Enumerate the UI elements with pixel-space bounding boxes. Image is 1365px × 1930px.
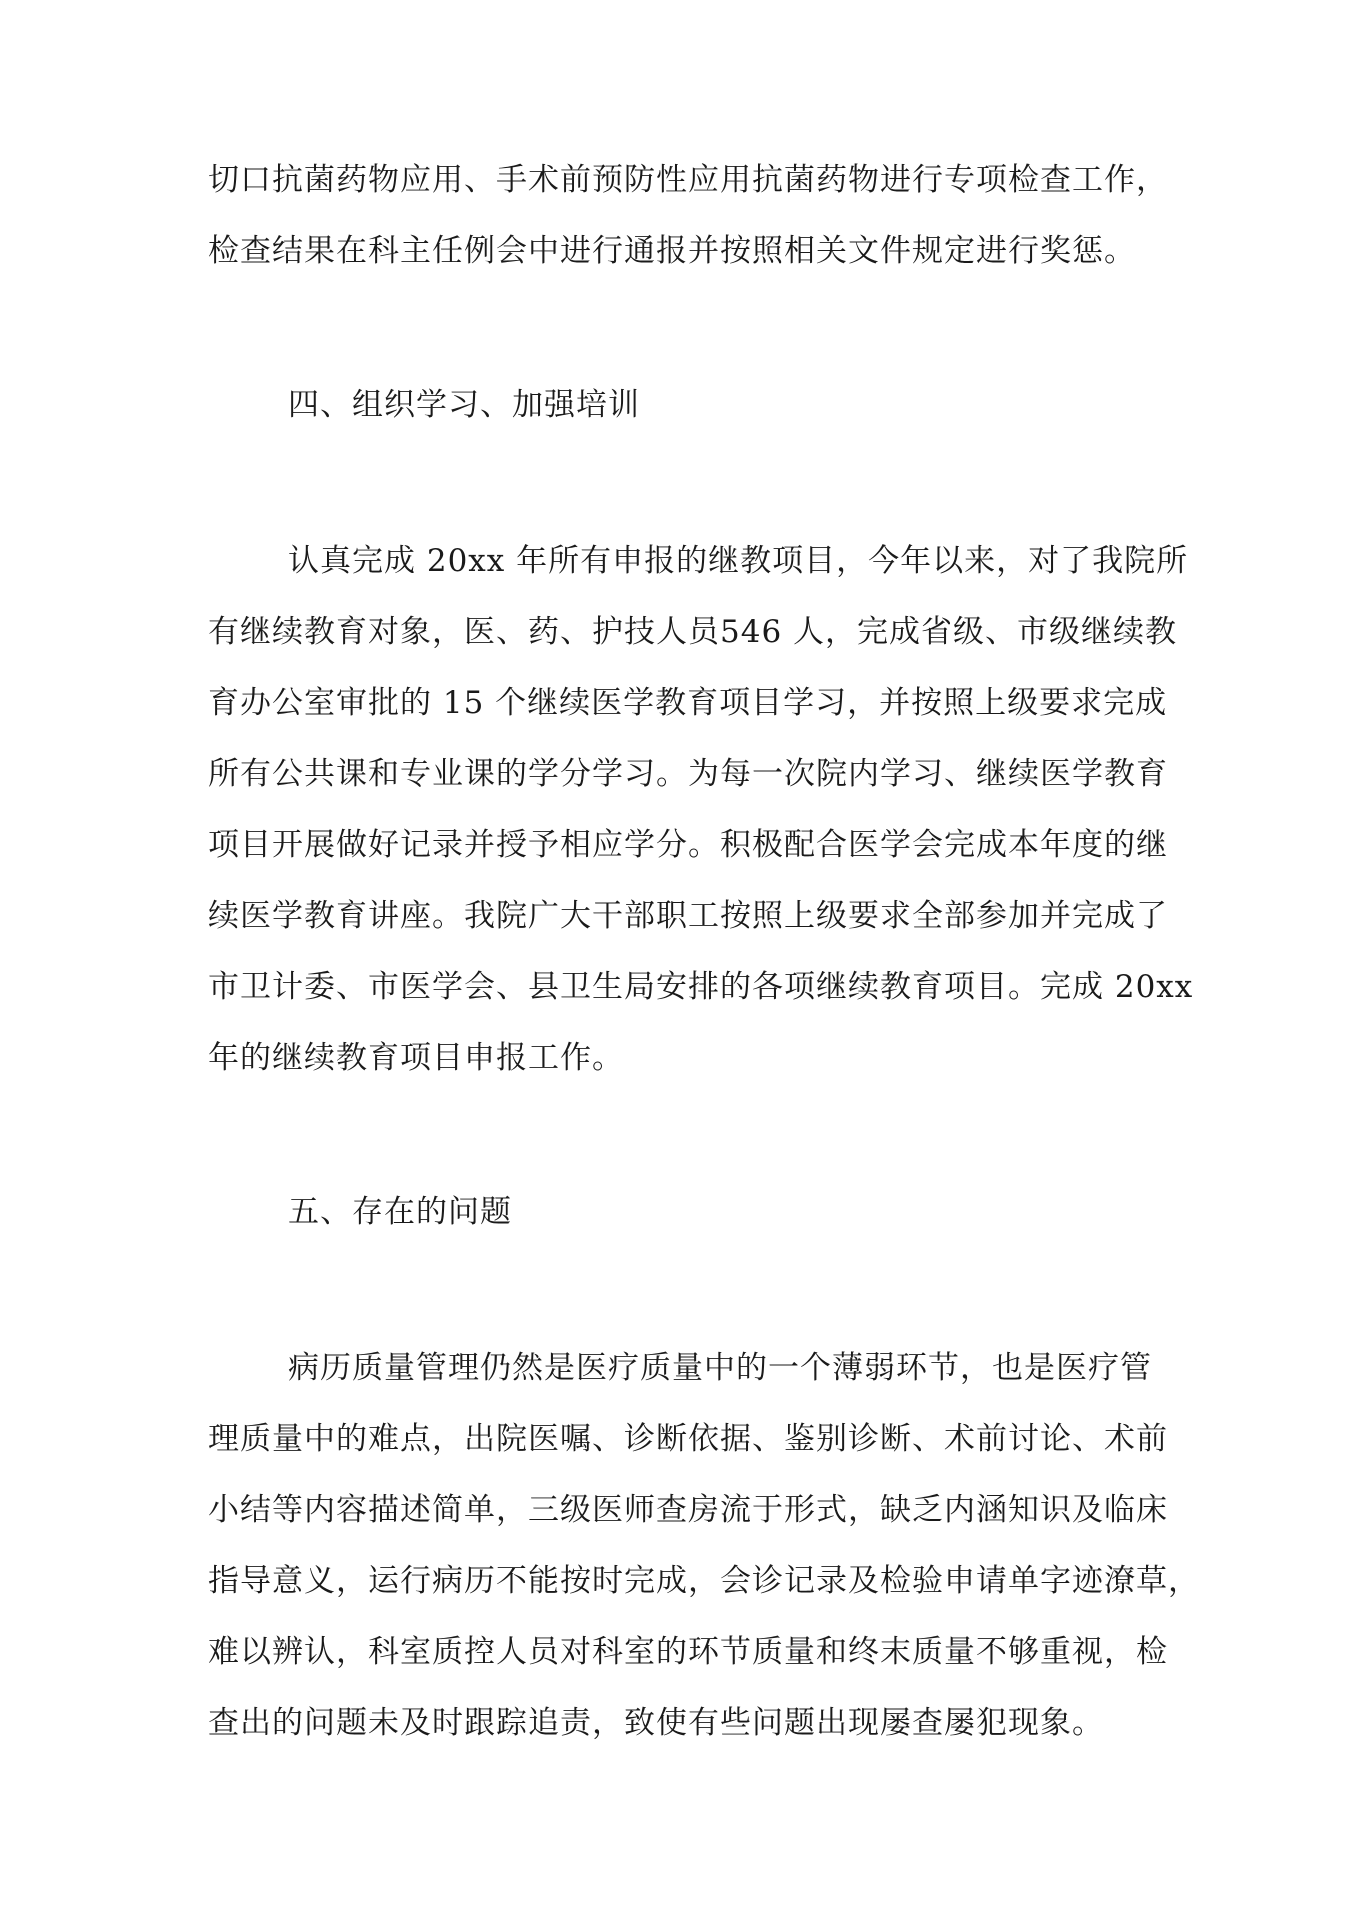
paragraph-line: 有继续教育对象，医、药、护技人员546 人，完成省级、市级继续教: [208, 614, 1178, 650]
paragraph-line: 认真完成 20xx 年所有申报的继教项目，今年以来，对了我院所: [288, 543, 1189, 579]
paragraph-line: 所有公共课和专业课的学分学习。为每一次院内学习、继续医学教育: [208, 756, 1168, 792]
paragraph-inspection-results: [208, 145, 1168, 287]
paragraph-continuing-education: [208, 526, 1194, 1094]
paragraph-line: 小结等内容描述简单，三级医师查房流于形式，缺乏内涵知识及临床: [208, 1492, 1168, 1528]
paragraph-line: 切口抗菌药物应用、手术前预防性应用抗菌药物进行专项检查工作，: [208, 162, 1168, 198]
section-spacer: [208, 1248, 1168, 1333]
section-heading-4: 四、组织学习、加强培训: [288, 387, 640, 423]
paragraph-line: 续医学教育讲座。我院广大干部职工按照上级要求全部参加并完成了: [208, 898, 1168, 934]
section-heading-5: 五、存在的问题: [288, 1194, 512, 1230]
section-spacer: [208, 441, 1168, 526]
section-spacer: [208, 287, 1168, 370]
paragraph-line: 指导意义，运行病历不能按时完成，会诊记录及检验申请单字迹潦草，: [208, 1563, 1200, 1599]
paragraph-line: 检查结果在科主任例会中进行通报并按照相关文件规定进行奖惩。: [208, 233, 1136, 269]
paragraph-line: 市卫计委、市医学会、县卫生局安排的各项继续教育项目。完成 20xx: [208, 969, 1194, 1005]
paragraph-line: 年的继续教育项目申报工作。: [208, 1040, 624, 1076]
paragraph-line: 病历质量管理仍然是医疗质量中的一个薄弱环节，也是医疗管: [288, 1350, 1152, 1386]
paragraph-line: 育办公室审批的 15 个继续医学教育项目学习，并按照上级要求完成: [208, 685, 1168, 721]
section-spacer: [208, 1094, 1168, 1177]
paragraph-line: 难以辨认，科室质控人员对科室的环节质量和终末质量不够重视，检: [208, 1634, 1168, 1670]
paragraph-line: 查出的问题未及时跟踪追责，致使有些问题出现屡查屡犯现象。: [208, 1705, 1104, 1741]
paragraph-line: 理质量中的难点，出院医嘱、诊断依据、鉴别诊断、术前讨论、术前: [208, 1421, 1168, 1457]
paragraph-line: 项目开展做好记录并授予相应学分。积极配合医学会完成本年度的继: [208, 827, 1168, 863]
document-body: [208, 145, 1200, 1759]
paragraph-existing-problems: [208, 1333, 1200, 1759]
